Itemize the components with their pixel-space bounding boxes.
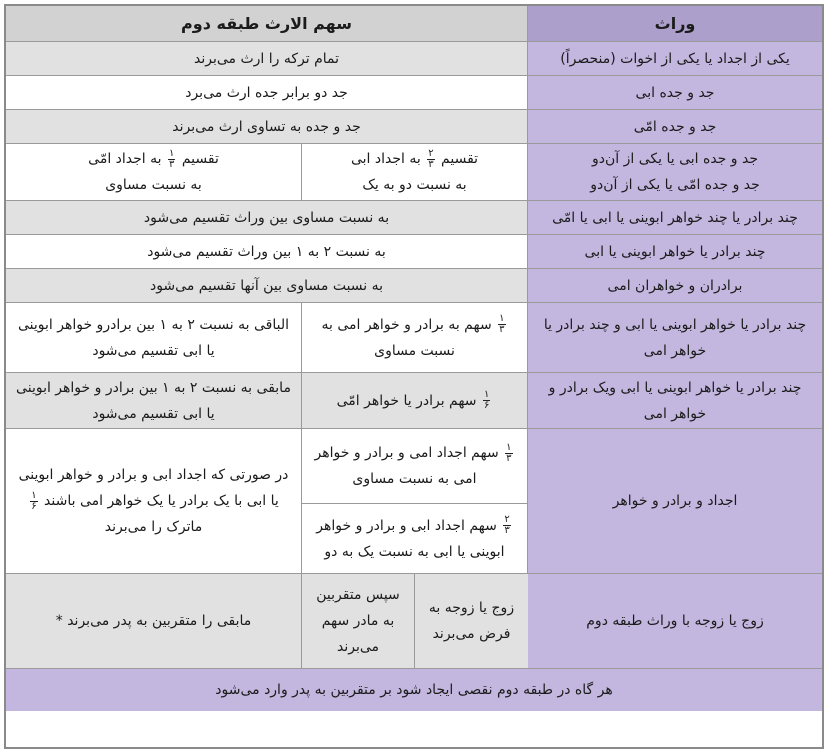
share-cell-right xyxy=(302,144,528,201)
share-line xyxy=(88,146,219,172)
share-cell: جد دو برابر جده ارث می‌برد xyxy=(6,76,528,110)
fraction xyxy=(483,390,490,411)
share-text: ماترک را می‌برند xyxy=(104,519,203,535)
heirs-line: جد و جده ابی یا یکی از آن‌دو xyxy=(592,151,758,167)
fraction-numerator: ۱ xyxy=(169,147,175,159)
fraction-denominator: ۳ xyxy=(499,324,505,335)
fraction-numerator: ۲ xyxy=(504,514,510,525)
share-cell-right xyxy=(302,373,528,429)
share-cell: جد و جده به تساوی ارث می‌برند xyxy=(6,110,528,144)
share-cell: سپس متقربین به مادر سهم می‌برند xyxy=(302,574,415,668)
fraction xyxy=(505,443,512,464)
fraction-denominator: ۳ xyxy=(506,452,512,464)
share-line xyxy=(310,513,519,565)
header-heirs: وراث xyxy=(528,6,822,42)
footer-note: هر گاه در طبقه دوم نقصی ایجاد شود بر متقربین به پدر وارد می‌شود xyxy=(6,669,822,711)
share-cell-left xyxy=(6,144,302,201)
heirs-cell: اجداد و برادر و خواهر xyxy=(528,429,822,574)
header-share: سهم الارث طبقه دوم xyxy=(6,6,528,42)
fraction-denominator: ۳ xyxy=(504,525,510,536)
heirs-cell: چند برادر یا خواهر ابوینی یا ابی xyxy=(528,235,822,269)
share-cell-right xyxy=(302,504,528,574)
share-line: به نسبت دو به یک xyxy=(362,177,467,193)
fraction xyxy=(168,149,175,170)
heirs-cell: یکی از اجداد یا یکی از اخوات (منحصراً) xyxy=(528,42,822,76)
share-cell: زوج یا زوجه به فرض می‌برند xyxy=(415,574,528,668)
share-line xyxy=(310,312,519,364)
heirs-cell: زوج یا زوجه با وراث طبقه دوم xyxy=(528,574,822,669)
fraction-numerator: ۱ xyxy=(484,389,490,400)
share-text: سهم برادر یا خواهر امّی xyxy=(336,392,477,409)
heirs-cell: چند برادر یا چند خواهر ابوینی یا ابی یا امّی xyxy=(528,201,822,235)
share-cell-right xyxy=(302,429,528,504)
share-text: به اجداد امّی xyxy=(88,151,162,167)
share-cell: به نسبت مساوی بین وراث تقسیم می‌شود xyxy=(6,201,528,235)
share-text: سهم اجداد امی و برادر و خواهر امی به نسبت مساوی xyxy=(314,445,499,487)
share-cell-split xyxy=(302,574,528,669)
share-line: به نسبت مساوی xyxy=(105,177,202,193)
share-cell: تمام ترکه را ارث می‌برند xyxy=(6,42,528,76)
fraction xyxy=(427,149,434,170)
fraction xyxy=(498,314,505,335)
fraction-denominator: ۳ xyxy=(428,158,434,170)
share-text: سهم به برادر و خواهر امی به نسبت مساوی xyxy=(321,316,492,359)
share-text: تقسیم xyxy=(181,151,219,167)
share-cell-right xyxy=(302,303,528,373)
heirs-cell: چند برادر یا خواهر ابوینی یا ابی ویک برادر و خواهر امی xyxy=(528,373,822,429)
heirs-cell: جد و جده امّی xyxy=(528,110,822,144)
fraction-numerator: ۱ xyxy=(506,441,512,453)
fraction-denominator: ۶ xyxy=(484,400,490,411)
share-text: تقسیم xyxy=(441,151,479,167)
fraction-numerator: ۱ xyxy=(31,489,37,501)
inheritance-table-frame xyxy=(4,4,824,749)
share-line xyxy=(14,462,293,540)
fraction xyxy=(503,515,510,536)
share-line xyxy=(337,388,493,414)
inheritance-table xyxy=(6,6,822,747)
fraction-numerator: ۲ xyxy=(428,147,434,159)
heirs-cell xyxy=(528,144,822,201)
share-text: به اجداد ابی xyxy=(350,151,421,167)
share-cell-left xyxy=(6,429,302,574)
share-cell: به نسبت مساوی بین آنها تقسیم می‌شود xyxy=(6,269,528,303)
fraction-denominator: ۳ xyxy=(169,158,175,170)
share-cell-left: الباقی به نسبت ۲ به ۱ بین برادرو خواهر ابوینی یا ابی تقسیم می‌شود xyxy=(6,303,302,373)
share-text: سهم اجداد ابی و برادر و خواهر ابوینی یا ابی به نسبت یک به دو xyxy=(316,517,505,560)
fraction-denominator: ۶ xyxy=(31,500,37,512)
heirs-cell: چند برادر یا خواهر ابوینی یا ابی و چند برادر یا خواهر امی xyxy=(528,303,822,373)
heirs-cell: جد و جده ابی xyxy=(528,76,822,110)
share-cell-left: مابقی را متقربین به پدر می‌برند * xyxy=(6,574,302,669)
share-text: در صورتی که اجداد ابی و برادر و خواهر ابوینی یا ابی با یک برادر یا یک خواهر امی باشند xyxy=(18,467,289,509)
share-line xyxy=(310,440,519,492)
share-cell-left: مابقی به نسبت ۲ به ۱ بین برادر و خواهر ابوینی یا ابی تقسیم می‌شود xyxy=(6,373,302,429)
share-line xyxy=(351,146,478,172)
heirs-cell: برادران و خواهران امی xyxy=(528,269,822,303)
fraction xyxy=(30,491,37,512)
fraction-numerator: ۱ xyxy=(499,313,505,324)
heirs-line: جد و جده امّی یا یکی از آن‌دو xyxy=(590,177,760,193)
share-cell: به نسبت ۲ به ۱ بین وراث تقسیم می‌شود xyxy=(6,235,528,269)
